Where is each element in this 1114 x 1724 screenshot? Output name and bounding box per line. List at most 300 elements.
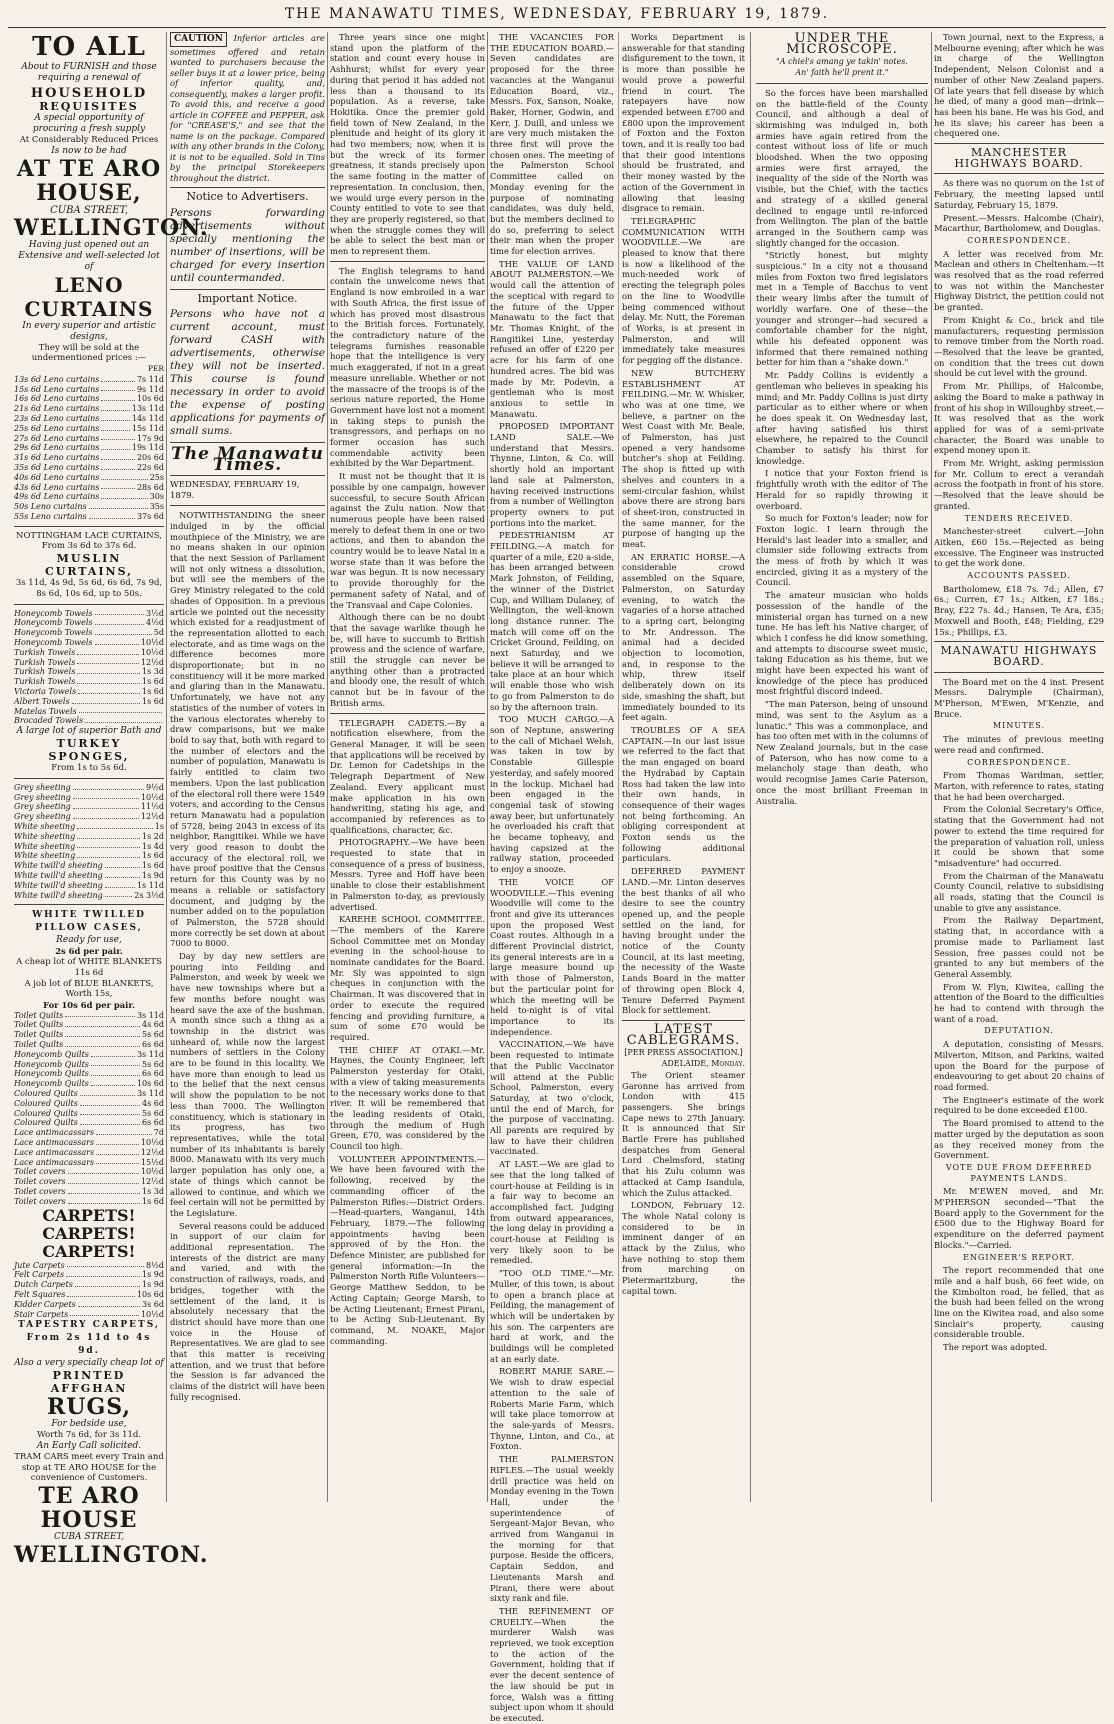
section-subheading: CORRESPONDENCE. [967,235,1071,245]
quilt-price-row [14,1079,164,1089]
item-name: Toilet Quilts [14,1020,64,1030]
divider [756,83,928,84]
report-paragraph: Manchester-street culvert.—John Aitken, £60 15s.—Rejected as being excessive. The Engineer was instructed to get the work done. [934,526,1104,569]
leader-dots [101,394,135,401]
leader-dots [101,492,147,499]
item-price: 12½d [140,1177,164,1187]
item-price: 6s 6d [142,1118,164,1128]
cablegram-place: ADELAIDE, Monday. [661,1059,745,1069]
leader-dots [105,891,132,898]
leader-dots [95,609,145,616]
item-price: 8½d [146,1260,164,1270]
leader-dots [73,802,139,809]
tram-line: TRAM CARS meet every Train and stop at TE ARO HOUSE for the convenience of Customers. [14,1452,164,1484]
section-subheading: MINUTES. [992,721,1045,731]
important-title: Important Notice. [197,291,298,305]
column-paragraph: The amateur musician who holds possession of the handle of the ministerial organ has turned on a new tune. He has left his Native charger, of which I confess he did know something, and attempts to discourse sweet music, taking Education as his theme, but we might have been expected his want of knowledge of the piece has produced most frightful discord indeed. [756,590,928,697]
item-price: 1s 11d [136,880,164,890]
quilt-price-row [14,1167,164,1177]
divider [934,173,1104,174]
sheeting-price-row [14,832,164,842]
towel-price-list [14,609,164,727]
column-paragraph: "The man Paterson, being of unsound mind, was sent to the Asylum as a lunatic." This was a commonplace, and has too often met with in the columns of New Zealand journals, but in the case of Paterson, who has now come to a melancholy stage than death, who would recognise James Carie Paterson, once the most brilliant Freeman in Australia. [756,699,928,806]
report-paragraph: From Thomas Wardman, settler, Marton, with reference to rates, stating that he had been overcharged. [934,770,1104,802]
item-name: White sheeting [14,822,76,832]
item-name: Turkish Towels [14,667,76,677]
news-paragraph: DEFERRED PAYMENT LAND.—Mr. Linton deserves the best thanks of all who desire to see the country opened up, and the people settled on the land, for having brought under the notice of the County Council, at its last meeting, the necessity of the Waste Lands Board in the matter of throwing open Block 4, Tenure Deferred Payment Block for settlement. [622,866,745,1016]
leader-dots [80,1099,140,1106]
item-price: 7d [153,1128,164,1138]
quilt-price-row [14,1118,164,1128]
quilt-price-row [14,1099,164,1109]
carpets-heading: CARPETS! CARPETS! CARPETS! [42,1205,136,1261]
leader-dots [77,832,140,839]
sheeting-price-row [14,881,164,891]
item-name: Coloured Quilts [14,1089,78,1098]
column-4 [490,32,745,1723]
item-name: Stair Carpets [14,1309,69,1319]
leader-dots [65,1011,135,1018]
item-price: 4s 6d [142,1098,164,1108]
cablegrams-title: LATEST CABLEGRAMS. [626,1021,741,1048]
report-paragraph: From Mr. Wright, asking permission for Mr. Collum to erect a verandah across the footpath in front of his store.—Resolved that the leave should be granted. [934,458,1104,511]
leader-dots [77,822,153,829]
sheeting-price-row [14,871,164,881]
item-price: 19s 11d [131,443,164,453]
item-price: 3s 6d [142,1299,164,1309]
report-paragraph: As there was no quorum on the 1st of February, the meeting lapsed until Saturday, February 15, 1879. [934,178,1104,210]
item-price: 25s [149,472,164,482]
item-name: 49s 6d Leno curtains [14,492,100,502]
manawatu-board-title: MANAWATU HIGHWAYS BOARD. [940,644,1098,668]
leader-dots [70,1310,139,1317]
leader-dots [105,861,140,868]
pillow-price: 2s 6d per pair. [55,946,123,957]
report-paragraph: From Mr. Phillips, of Halcombe, asking the Board to make a pathway in front of his shop in Willoughby street.—It was resolved that as the work applied for was of a semi-private character, the Board was unable to expend money upon it. [934,381,1104,456]
quilt-price-row [14,1128,164,1138]
column-paragraph: Mr. Paddy Collins is evidently a gentleman who believes in speaking his mind; and Mr. Paddy Collins is just dirty particular as to either where or when he does speak it. On Wednesday last, after having satisfied his thirst elsewhere, he repaired to the Council Chamber to satisfy his thirst for knowledge. [756,370,928,466]
curtain-price-row [14,512,164,522]
item-price: 9s 11d [136,384,164,394]
item-price: 10½d [140,1137,164,1147]
caution-advert [170,32,325,183]
leader-dots [77,667,140,674]
news-paragraph: TELEGRAPHIC COMMUNICATION WITH WOODVILLE.—We are pleased to know that there is now a likelihood of the much-needed work of erecting the telegraph poles on the line to Woodville being commenced without delay. Mr. Nutt, the Foreman of Works, is at present in Palmerston, and will immediately take measures for pegging off the distance. [622,215,745,366]
towel-price-row [14,658,164,668]
report-paragraph: The Board met on the 4 inst. Present Messrs. Dalrymple (Chairman), M'Pherson, M'Ewen, M'Kenzie, and Bruce. [934,676,1104,719]
item-name: Turkish Towels [14,657,76,667]
quilt-price-row [14,1109,164,1119]
item-price: 1s 9d [142,871,164,881]
curtain-price-list [14,375,164,522]
cablegram-paragraph: LONDON, February 12. The whole Natal colony is considered to be in imminent danger of an attack by the Zulus, who have nothing to stop them from marching on Pietermaritzburg, the capital town. [622,1200,745,1296]
item-price: 12½d [140,812,164,822]
item-price: 3s 11d [136,1049,164,1059]
leader-dots [101,443,129,450]
item-price: 10s 6d [136,1079,164,1089]
microscope-quote: "A chiel's amang ye takin' notes. [776,57,908,67]
item-name: Jute Carpets [14,1260,65,1270]
item-price: 6s 6d [142,1040,164,1050]
quilt-price-row [14,1020,164,1030]
section-subheading: ENGINEER'S REPORT. [963,1252,1075,1262]
bath-line: A large lot of superior Bath and [16,726,162,737]
item-name: Dutch Carpets [14,1280,73,1290]
quilt-price-row [14,1148,164,1158]
item-name: Victoria Towels [14,686,77,696]
report-paragraph: The report recommended that one mile and a half bush, 66 feet wide, on the Kimbolton road, be felled, that as the bush had been felled on the wrong line on the Kiwitea road, and also some Sinclair's property, causing considerable trouble. [934,1265,1104,1340]
item-price: 28s 6d [136,482,164,492]
notice-body: Persons forwarding advertisements without specially mentioning the number of insertions, will be charged for every insertion until countermanded. [170,206,325,284]
item-name: Lace antimacassars [14,1147,95,1157]
item-price: 1s 4d [142,841,164,851]
item-name: Honeycomb Towels [14,637,93,647]
quilt-price-row [14,1040,164,1050]
leader-dots [85,716,162,723]
quilt-price-row [14,1089,164,1099]
divider [934,143,1104,144]
leader-dots [101,404,129,411]
footer-cuba-street: CUBA STREET, [53,1532,125,1543]
item-name: White sheeting [14,831,76,841]
footer-te-aro-house: TE ARO HOUSE [38,1483,140,1534]
leader-dots [89,512,135,519]
leader-dots [96,1148,139,1155]
item-price: 14s 11d [131,414,164,423]
sheeting-price-row [14,793,164,803]
item-price: 10s 6d [136,1289,164,1299]
column-5 [756,32,928,1502]
item-name: White sheeting [14,841,76,851]
leader-dots [101,473,147,480]
item-price: 3s 11d [136,1010,164,1020]
leader-dots [96,1128,152,1135]
item-name: 50s Leno curtains [14,502,87,512]
leader-dots [73,812,139,819]
item-name: 23s 6d Leno curtains [14,414,100,423]
item-name: Honeycomb Quilts [14,1049,89,1059]
leader-dots [101,424,129,431]
news-paragraph: TELEGRAPH CADETS.—By a notification elsewhere, from the General Manager, it will be seen that applications will be received by Dr. Lemon for Cadetships in the Telegraph Department of New Zealand. Every applicant must make application in his own handwriting, stating his age, and accompanied by references as to qualifications, character, &c. [330,717,485,835]
pillow-heading: WHITE TWILLED PILLOW CASES, [32,910,146,934]
also-line: Also a very specially cheap lot of [14,1358,164,1369]
towel-price-row [14,677,164,687]
item-price: 9½d [146,782,164,792]
leader-dots [80,1118,140,1125]
towel-price-row [14,638,164,648]
news-paragraph: AN ERRATIC HORSE.—A considerable crowd assembled on the Square, Palmerston, on Saturday evening, to watch the vagaries of a horse attached to a spring cart, belonging to Mr. Andresson. The animal had a decided objection to locomotion, and, in response to the whip, threw itself deliberately down on its side, smashing the shaft, but immediately bounded to its feet again. [622,551,745,723]
leader-dots [77,851,140,858]
item-name: Kidder Carpets [14,1299,76,1309]
item-name: Grey sheeting [14,802,71,812]
news-paragraph: PEDESTRIANISM AT FEILDING.—A match for quarter of a mile, £20 a-side, has been arranged between Mark Johnston, of Feilding, the winner of the District Cup, and William Dulaney, of Wellington, the well-known long distance runner. The match will come off on the Cricket Ground, Feilding, on next Saturday, and we believe it will be arranged to take place at an hour which will enable those who wish to go from Palmerston to do so by the afternoon train. [490,530,614,712]
curtain-price-row [14,502,164,512]
leader-dots [65,1030,140,1037]
sheeting-price-row [14,822,164,832]
towel-price-row [14,687,164,697]
item-price: 37s 6d [136,511,164,521]
news-paragraph: THE VACANCIES FOR THE EDUCATION BOARD.—Seven candidates are proposed for the three vacancies at the Wanganui Education Board, viz., Messrs. Fox, Sanson, Noake, Baker, Horner, Godwin, and Kerr, J. Duill, and unless we are very much mistaken the three first will prove the chosen ones. The meeting of the Palmerston School Committee called on Monday evening for the purpose of nominating candidates, was duly held, but the members declined to do so, preferring to select their man when the proper time for election arrives. [490,32,614,257]
news-paragraph: KAREHE SCHOOL COMMITTEE.—The members of the Karere School Committee met on Monday evening in the school-house to nominate candidates for the Board. Mr. Sly was appointed to sign cheques in conjunction with the Chairman. It was discovered that in order to execute the required fencing and providing furniture, a sum of some £70 would be required. [330,914,485,1042]
curtain-price-row [14,492,164,502]
leader-dots [77,658,139,665]
footer-wellington: WELLINGTON. [14,1542,209,1569]
curtain-price-row [14,453,164,463]
leader-dots [91,1060,140,1067]
masthead [0,0,1114,28]
divider [14,526,164,527]
item-price: 6s 6d [142,1069,164,1079]
leader-dots [66,1270,140,1277]
item-price: 1s 2d [142,831,164,841]
item-name: Brocaded Towels [14,716,84,726]
leader-dots [96,1158,139,1165]
item-price: 5s 6d [142,1108,164,1118]
column-paragraph: Town journal, next to the Express, a Melbourne evening; after which he was in charge of the Wellington Independent, Nelson Colonist and a number of other New Zealand papers. Of late years that fell disease by which he died, of many a good man—drink—has been his bane. He was his God, and he its slave; his career has been a chequered one. [934,32,1104,139]
item-price: 15s 11d [131,423,164,433]
sheeting-price-list [14,783,164,901]
news-paragraph: THE VALUE OF LAND ABOUT PALMERSTON.—We would call the attention of the sceptical with regard to the future of the Upper Manawatu to the fact that Mr. Thomas Knight, of the Rangitikei Line, yesterday refused an offer of £220 per acre for his farm of one hundred acres. The bid was made by Mr. Podevin, a gentleman who is most anxious to settle in Manawatu. [490,258,614,419]
item-name: Turkish Towels [14,647,76,657]
divider [170,289,325,290]
item-name: 15s 6d Leno curtains [14,384,100,394]
curtain-price-row [14,463,164,473]
quilt-price-row [14,1060,164,1070]
news-paragraph: NEW BUTCHERY ESTABLISHMENT AT FEILDING.—Mr. W. Whisker, who was at one time, we believe, a partner on the West Coast with Mr. Beale, of Palmerston, has just opened a very handsome butcher's shop at Feilding. The shop is fitted up with shelves and counters in a semi-circular fashion, whilst above there are strong bars of sheet-iron, constructed in the same manner, for the purpose of hanging up the meat. [622,367,745,550]
quilt-price-row [14,1050,164,1060]
report-paragraph: A letter was received from Mr. Maclean and others in Cheltenham.—It was resolved that as the road referred to was not within the Manchester Highway District, the petition could not be granted. [934,248,1104,313]
towel-price-row [14,697,164,707]
manawatu-board-body [934,677,1104,1353]
sheeting-price-row [14,812,164,822]
item-price: 35s [149,502,164,512]
item-price: 1s 3d [142,1186,164,1196]
news-paragraph: Works Department is answerable for that standing disfigurement to the town, it is more than possible he would prove a powerful friend in court. The ratepayers have now expended between £700 and £800 upon the improvement of Foxton and the Foxton town, and it is really too bad that their good intentions should be frustrated, and their money wasted by the action of the Government in allowing that leasing disgrace to remain. [622,32,745,214]
item-price: 5s 6d [142,1030,164,1040]
blue-blankets-line: A job lot of BLUE BLANKETS, [24,978,154,989]
item-price: 11½d [140,802,164,812]
item-price: 12½d [140,1147,164,1157]
item-name: Coloured Quilts [14,1118,78,1128]
leader-dots [78,687,140,694]
news-paragraph: PHOTOGRAPHY.—We have been requested to state that in consequence of a press of business, Messrs. Tyree and Hoff have been unable to close their establishment in Palmerston to-day, as previously advertised. [330,837,485,912]
quilt-price-row [14,1011,164,1021]
curtain-price-row [14,424,164,434]
towel-price-row [14,707,164,717]
leader-dots [67,1290,135,1297]
divider [14,778,164,779]
leader-dots [101,375,135,382]
news-paragraph: TOO MUCH CARGO.—A son of Neptune, answering to the call of Michael Welsh, was taken in tow by Constable Gillespie yesterday, and safely moored in the lockup. Michael had been engaged in the congenial task of stowing away beer, but unfortunately he overloaded his craft that he became topheavy, and having capsized at the railway station, proceeded to enjoy a snooze. [490,714,614,875]
bedside-line: For bedside use, [51,1419,127,1430]
item-price: 1s 6d [142,1196,164,1206]
leader-dots [101,385,135,392]
notice-title: Notice to Advertisers. [186,190,309,203]
towel-price-row [14,716,164,726]
item-name: Lace antimacassars [14,1137,95,1147]
item-name: White sheeting [14,851,76,861]
divider [14,904,164,905]
report-paragraph: From the Railway Department, stating that, in accordance with a promise made to Parliament last Session, free passes could not be granted to any but members of the General Assembly. [934,915,1104,979]
leader-dots [101,453,135,460]
item-name: Felt Carpets [14,1270,65,1280]
item-price: 4s 6d [142,1020,164,1030]
leader-dots [79,707,162,714]
column-2 [170,32,325,1502]
quilt-price-row [14,1069,164,1079]
nottingham-line: NOTTINGHAM LACE CURTAINS, From 3s 6d to 37s 6d. [16,530,162,552]
leader-dots [68,1177,139,1184]
report-paragraph: From the Chairman of the Manawatu County Council, relative to subsidising all roads, stating that the Council is unable to give any assistance. [934,870,1104,913]
leader-dots [91,1050,135,1057]
item-price: 10½d [140,1309,164,1319]
item-name: Honeycomb Towels [14,628,93,638]
item-price: 5d [153,628,164,638]
leader-dots [80,1089,135,1096]
report-paragraph: Mr. M'EWEN moved, and Mr. M'PHERSON seconded—"That the Board apply to the Government for the £500 due to the Highway Board for expenditure on the deferred payment Blocks."—Carried. [934,1186,1104,1250]
section-subheading: CORRESPONDENCE. [967,757,1071,767]
leader-dots [68,1197,140,1204]
item-name: Grey sheeting [14,812,71,822]
divider [14,604,164,605]
curtain-price-row [14,473,164,483]
leader-dots [89,502,148,509]
item-name: Turkish Towels [14,677,76,687]
divider [170,187,325,188]
divider [934,672,1104,673]
item-name: Toilet covers [14,1196,66,1206]
item-name: Honeycomb Quilts [14,1059,89,1069]
sold-line: They will be sold at the undermentioned prices :— [31,342,147,364]
item-name: 27s 6d Leno curtains [14,433,100,443]
leader-dots [65,1040,140,1047]
carpet-price-list [14,1261,164,1320]
leader-dots [73,783,144,790]
blankets-line: A cheap lot of WHITE BLANKETS 11s 6d [16,957,162,978]
carpet-price-row [14,1270,164,1280]
news-paragraph: THE REFINEMENT OF CRUELTY.—When the murderer Walsh was reprieved, we took exception to the action of the Government, holding that if ever the decent sentence of the law should be put in force, Walsh was a fitting subject upon whom it should be executed. [490,1605,614,1723]
item-name: White twill'd sheeting [14,890,103,900]
reduced-prices-line: At Considerably Reduced Prices [19,135,159,145]
column-paragraph: I notice that your Foxton friend is frightfully wroth with the editor of The Herald for so rapidly throwing it overboard. [756,468,928,511]
section-subheading: VOTE DUE FROM DEFERRED PAYMENTS LANDS. [945,1162,1093,1183]
quilt-price-row [14,1138,164,1148]
news-paragraph: TROUBLES OF A SEA CAPTAIN.—In our last issue we referred to the fact that the man engaged on board the Hydrabad by Captain Ross had taken the law into their own hands, in consequence of their wages not being forthcoming. An obliging correspondent at Foxton sends us the following additional particulars. [622,725,745,864]
quilt-price-row [14,1030,164,1040]
column-divider [750,32,751,1502]
sheeting-price-row [14,802,164,812]
section-subheading: ACCOUNTS PASSED. [967,571,1071,581]
item-price: 17s 9d [136,433,164,443]
item-name: 21s 6d Leno curtains [14,404,100,414]
important-body: Persons who have not a current account, must forward CASH with advertisements, otherwise they will not be inserted. This course is found necessary in order to avoid the expense of posting applications for payments of small sums. [170,308,325,438]
cuba-street: CUBA STREET, [50,204,128,216]
item-name: Honeycomb Quilts [14,1069,89,1079]
column-divider [327,32,328,1502]
item-price: 2s 3½d [134,890,164,900]
item-name: Honeycomb Towels [14,608,93,618]
section-subheading: DEPUTATION. [984,1026,1054,1036]
leader-dots [95,618,145,625]
leader-dots [101,414,129,421]
leader-dots [101,483,135,490]
cablegram-paragraph: The Orient steamer Garonne has arrived from London with 415 passengers. She brings Cape news to 27th January. It is announced that Sir Bartle Frere has published despatches from General Lord Chelmsford, stating that his Zulu column was attacked at Camp Isandula, which the Zulus attacked. [622,1069,745,1198]
carpet-price-row [14,1290,164,1300]
leader-dots [80,1109,140,1116]
wellington-heading: WELLINGTON. [14,214,209,241]
leader-dots [101,463,135,470]
curtain-price-row [14,443,164,453]
report-paragraph: Present.—Messrs. Halcombe (Chair), Macarthur, Bartholomew, and Douglas. [934,212,1104,234]
item-price: 15½d [140,1157,164,1167]
editorial-paragraph: Day by day new settlers are pouring into Feilding and Palmerston, and week by week we have new townships where but a few months before nought was heard save the axe of the bushman. A month since such a thing as a township in the district was unheard of, while now the largest numbers of settlers in the Colony are to be found in this locality. We have more than enough to lead us to the belief that the next census will show the population to be not less than 7000. The Wellington constituency, which is stationary in its progress, has two representatives, while the total number of its inhabitants is barely 8000. Manawatu with its very much larger population has only one, a state of things which cannot be allowed to continue, and which we feel certain will not be permitted by the Legislature. [170,951,325,1218]
item-price: 1s 9d [142,1280,164,1290]
item-name: White twill'd sheeting [14,880,103,890]
item-price: 10½d [140,637,164,647]
quilt-price-row [14,1177,164,1187]
item-price: 10½d [140,1167,164,1177]
report-paragraph: The report was adopted. [943,1342,1048,1353]
ready-line: Ready for use, [56,935,122,946]
item-name: Honeycomb Towels [14,618,93,628]
news-paragraph: THE CHIEF AT OTAKI.—Mr. Haynes, the County Engineer, left Palmerston yesterday for Otaki, with a view of taking measurements to the necessary works done to that river. It will be remembered that the leading residents of Otaki, through the medium of Hugh Green, £70, was considered by the Council too high. [330,1044,485,1152]
caution-text: Inferior articles are sometimes offered and retain wanted to purchasers because the seller buys it at a lower price, being of inferior quality, and, consequently, makes a larger profit. To avoid this, and receive a good article in COFFEE and PEPPER, ask for "CREASE'S," and see that the name is on the package. Compared with any other brands in the Colony, it is not to be equalled. Sold in Tins by the principal Storekeepers throughout the district. [170,33,325,183]
leader-dots [105,871,140,878]
item-name: Toilet covers [14,1167,66,1177]
item-price: 4½d [146,618,164,628]
item-name: Coloured Quilts [14,1098,78,1108]
item-price: 30s [149,492,164,502]
towel-price-row [14,648,164,658]
item-name: Toilet Quilts [14,1030,64,1040]
report-paragraph: The Board promised to attend to the matter urged by the deputation as soon as they received money from the Government. [934,1118,1104,1161]
item-name: 43s 6d Leno curtains [14,482,100,492]
item-price: 10s 6d [136,394,164,404]
sheeting-price-row [14,861,164,871]
item-name: 25s 6d Leno curtains [14,423,100,433]
item-name: 29s 6d Leno curtains [14,443,100,453]
quilt-price-list [14,1011,164,1207]
leader-dots [75,1280,140,1287]
sheeting-price-row [14,842,164,852]
item-price: 1s 6d [142,677,164,687]
column-divider [931,32,932,1502]
item-name: 13s 6d Leno curtains [14,374,100,384]
column-paragraph: So much for Foxton's leader; now for Foxton logic. I learn through the Herald's last leader into a smaller, and clumsier side following extracts from the mess of froth by which it was encircled, giving it as a mystery of the Council. [756,513,928,588]
tapestry-line: TAPESTRY CARPETS, From 2s 11d to 4s 9d. [17,1320,161,1357]
muslin-heading: MUSLIN CURTAINS, [45,552,133,579]
special-line: A special opportunity of procuring a fresh supply [32,113,146,134]
printed-affghan: PRINTED AFFGHAN [50,1369,128,1396]
item-price: 1s [154,822,164,832]
item-name: Coloured Quilts [14,1108,78,1118]
masthead-rule [8,27,1106,28]
towel-price-row [14,667,164,677]
now-to-be-had: Is now to be had [51,145,127,156]
curtain-price-row [14,394,164,404]
te-aro-house-heading: AT TE ARO HOUSE, [16,155,162,206]
item-price: 20s 6d [136,453,164,463]
report-paragraph: A deputation, consisting of Messrs. Milverton, Mitson, and Parkins, waited upon the Board for the purpose of endeavouring to get about 20 chains of road formed. [934,1039,1104,1092]
item-name: Albert Towels [14,696,70,706]
item-name: 55s Leno curtains [14,511,87,521]
news-paragraph: THE PALMERSTON RIFLES.—The usual weekly drill practice was held on Monday evening in the Town Hall, under the superintendence of Sergeant-Major Bevan, who arrived from Wanganui in the morning for that purpose. Beside the officers, Captain Seddon, and Lieutenants Marsh and Pirani, there were about sixty rank and file. [490,1454,614,1604]
item-price: 1s 6d [142,696,164,706]
towel-price-row [14,609,164,619]
item-price: 1s 9d [142,1270,164,1280]
leader-dots [95,638,139,645]
manchester-board-body [934,178,1104,637]
